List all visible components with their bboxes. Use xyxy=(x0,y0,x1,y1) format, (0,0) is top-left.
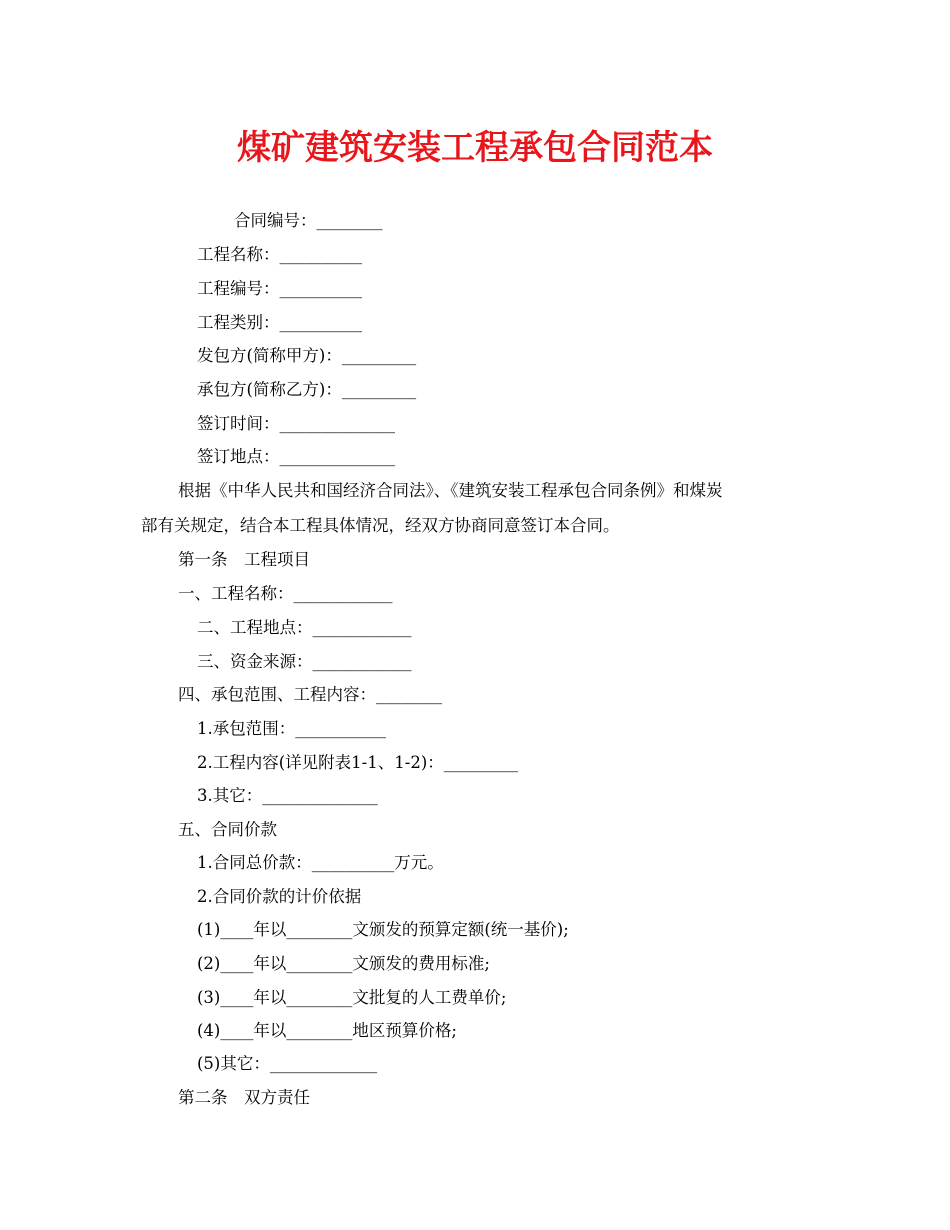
article-two-heading: 第二条 双方责任 xyxy=(178,1088,310,1107)
pricing-basis-2: (2)____年以________文颁发的费用标准; xyxy=(197,954,490,973)
item-total-price: 1.合同总价款：__________万元。 xyxy=(197,853,444,872)
pricing-basis-1: (1)____年以________文颁发的预算定额(统一基价); xyxy=(197,920,569,939)
signing-time-line: 签订时间：______________ xyxy=(197,414,395,433)
pricing-basis-4: (4)____年以________地区预算价格; xyxy=(197,1021,457,1040)
item-other: 3.其它：______________ xyxy=(197,786,378,805)
pricing-basis-3: (3)____年以________文批复的人工费单价; xyxy=(197,988,507,1007)
project-number-line: 工程编号：__________ xyxy=(197,279,362,298)
signing-place-line: 签订地点：______________ xyxy=(197,447,395,466)
party-a-line: 发包方(简称甲方)：_________ xyxy=(197,346,417,365)
article-one-heading: 第一条 工程项目 xyxy=(178,550,310,569)
document-title: 煤矿建筑安装工程承包合同范本 xyxy=(237,128,713,168)
project-name-line: 工程名称：__________ xyxy=(197,245,362,264)
preamble-line-2: 部有关规定，结合本工程具体情况，经双方协商同意签订本合同。 xyxy=(141,516,620,535)
contract-number-line: 合同编号：________ xyxy=(234,211,383,230)
item-scope-content: 四、承包范围、工程内容：________ xyxy=(178,685,442,704)
item-scope: 1.承包范围：___________ xyxy=(197,719,386,738)
item-project-location: 二、工程地点：____________ xyxy=(197,618,412,637)
pricing-basis-5: (5)其它：_____________ xyxy=(197,1054,378,1073)
preamble-line-1: 根据《中华人民共和国经济合同法》、《建筑安装工程承包合同条例》和煤炭 xyxy=(178,481,723,500)
party-b-line: 承包方(简称乙方)：_________ xyxy=(197,380,417,399)
item-contract-price: 五、合同价款 xyxy=(178,820,277,839)
item-project-name: 一、工程名称：____________ xyxy=(178,584,393,603)
item-content: 2.工程内容(详见附表1-1、1-2)：_________ xyxy=(197,753,519,772)
project-category-line: 工程类别：__________ xyxy=(197,313,362,332)
item-pricing-basis: 2.合同价款的计价依据 xyxy=(197,887,362,906)
item-funding-source: 三、资金来源：____________ xyxy=(197,652,412,671)
